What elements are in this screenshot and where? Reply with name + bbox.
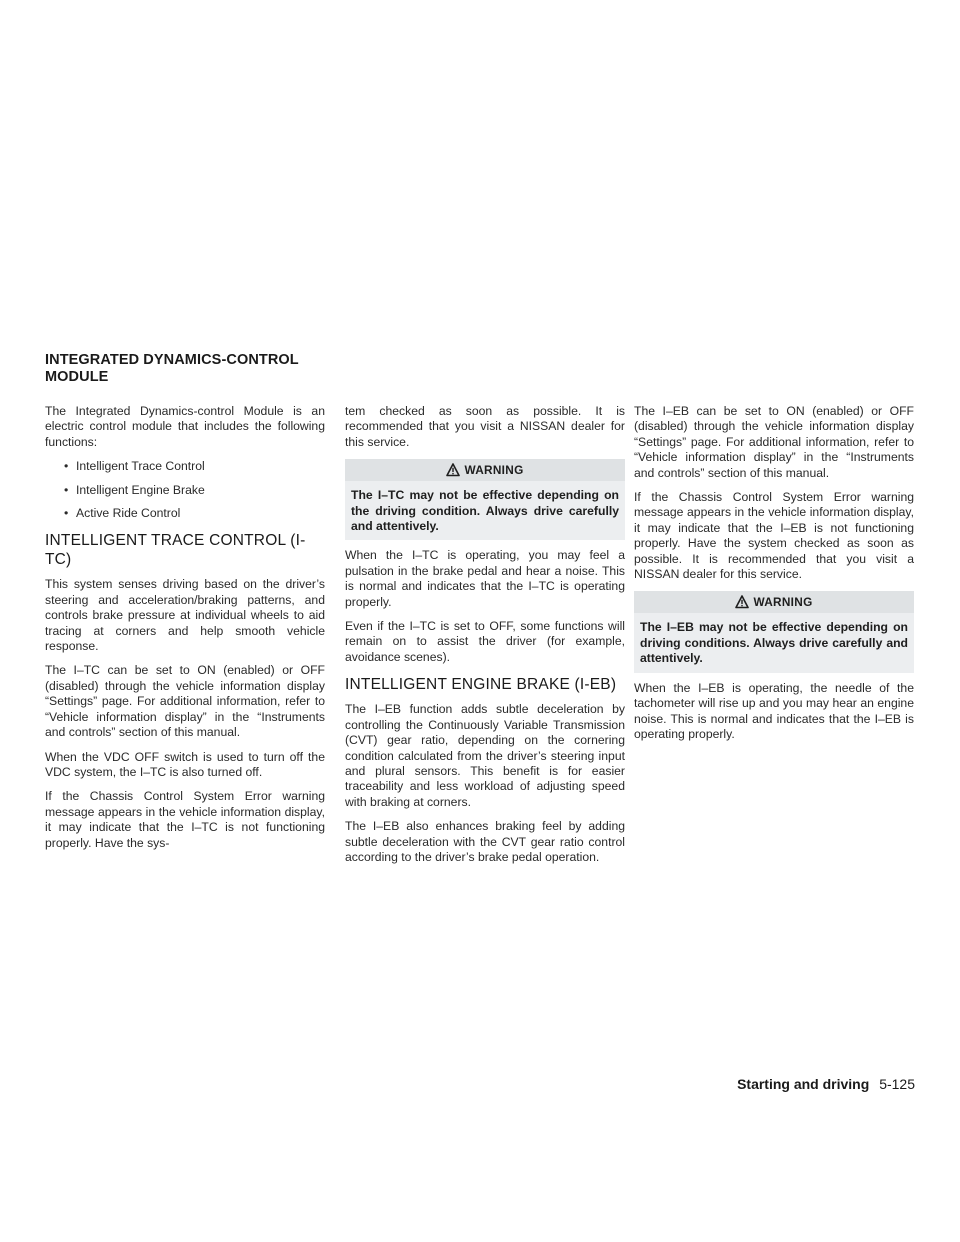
warning-icon [735, 595, 749, 609]
itc-heading: INTELLIGENT TRACE CONTROL (I-TC) [45, 532, 306, 569]
list-item: • Intelligent Engine Brake [45, 483, 325, 498]
paragraph: Even if the I–TC is set to OFF, some functions will remain on to assist the driver (for example, avoidance scenes). [345, 619, 625, 664]
paragraph: tem checked as soon as possible. It is recommended that you visit a NISSAN dealer for this service. [345, 404, 625, 449]
paragraph: This system senses driving based on the driver’s steering and acceleration/braking patterns, and controls brake pressure at individual wheels to aid tracing at corners and help smooth vehicle response. [45, 577, 325, 654]
paragraph: The I–EB function adds subtle deceleration by controlling the Continuously Variable Transmission (CVT) gear ratio, depending on the cornering condition calculated from the driver’s steering input and plural sensors. This benefit is for easier traceability and less workload of adjusting speed with braking at corners. [345, 702, 625, 809]
paragraph: When the I–EB is operating, the needle of the tachometer will rise up and you may hear an engine noise. This is normal and indicates that the I–EB is operating properly. [634, 680, 914, 741]
paragraph: The I–TC can be set to ON (enabled) or OFF (disabled) through the vehicle information display “Settings” page. For additional information, refer to “Vehicle information display” in the “Instruments and controls” section of this manual. [45, 663, 325, 740]
section-title: INTEGRATED DYNAMICS-CONTROL MODULE [45, 352, 299, 385]
warning-box [345, 459, 625, 540]
list-item: • Active Ride Control [45, 506, 325, 521]
column-2 [345, 404, 625, 874]
column-3 [634, 404, 914, 751]
paragraph: If the Chassis Control System Error warning message appears in the vehicle information display, it may indicate that the I–EB is not functioning properly. Have the system checked as soon as possible. It is recommended that you visit a NISSAN dealer for this service. [634, 490, 914, 582]
warning-header [634, 591, 914, 613]
paragraph: When the VDC OFF switch is used to turn off the VDC system, the I–TC is also turned off. [45, 749, 325, 779]
footer-section-title: Starting and driving [737, 1076, 870, 1092]
paragraph: If the Chassis Control System Error warning message appears in the vehicle information display, it may indicate that the I–TC is not functioning properly. Have the sys- [45, 789, 325, 850]
warning-label: WARNING [753, 595, 813, 610]
paragraph: When the I–TC is operating, you may feel a pulsation in the brake pedal and hear a noise. This is normal and indicates that the I–TC is operating properly. [345, 548, 625, 609]
list-item: • Intelligent Trace Control [45, 459, 325, 474]
warning-header [345, 459, 625, 481]
page-number: 5-125 [879, 1076, 915, 1092]
paragraph: The I–EB also enhances braking feel by adding subtle deceleration with the CVT gear ratio control according to the driver’s brake pedal operation. [345, 819, 625, 864]
column-1 [45, 404, 325, 860]
warning-text: The I–TC may not be effective depending on the driving condition. Always drive carefully and attentively. [345, 481, 625, 540]
intro-paragraph: The Integrated Dynamics-control Module is an electric control module that includes the following functions: [45, 404, 325, 449]
ieb-heading: INTELLIGENT ENGINE BRAKE (I-EB) [345, 676, 617, 694]
warning-box [634, 591, 914, 672]
warning-icon [446, 463, 460, 477]
page-footer [737, 1076, 915, 1092]
warning-label: WARNING [464, 463, 524, 478]
paragraph: The I–EB can be set to ON (enabled) or OFF (disabled) through the vehicle information display “Settings” page. For additional information, refer to “Vehicle information display” in the “Instruments and controls” section of this manual. [634, 404, 914, 480]
function-list [45, 459, 325, 521]
warning-text: The I–EB may not be effective depending on driving conditions. Always drive carefully and attentively. [634, 613, 914, 672]
